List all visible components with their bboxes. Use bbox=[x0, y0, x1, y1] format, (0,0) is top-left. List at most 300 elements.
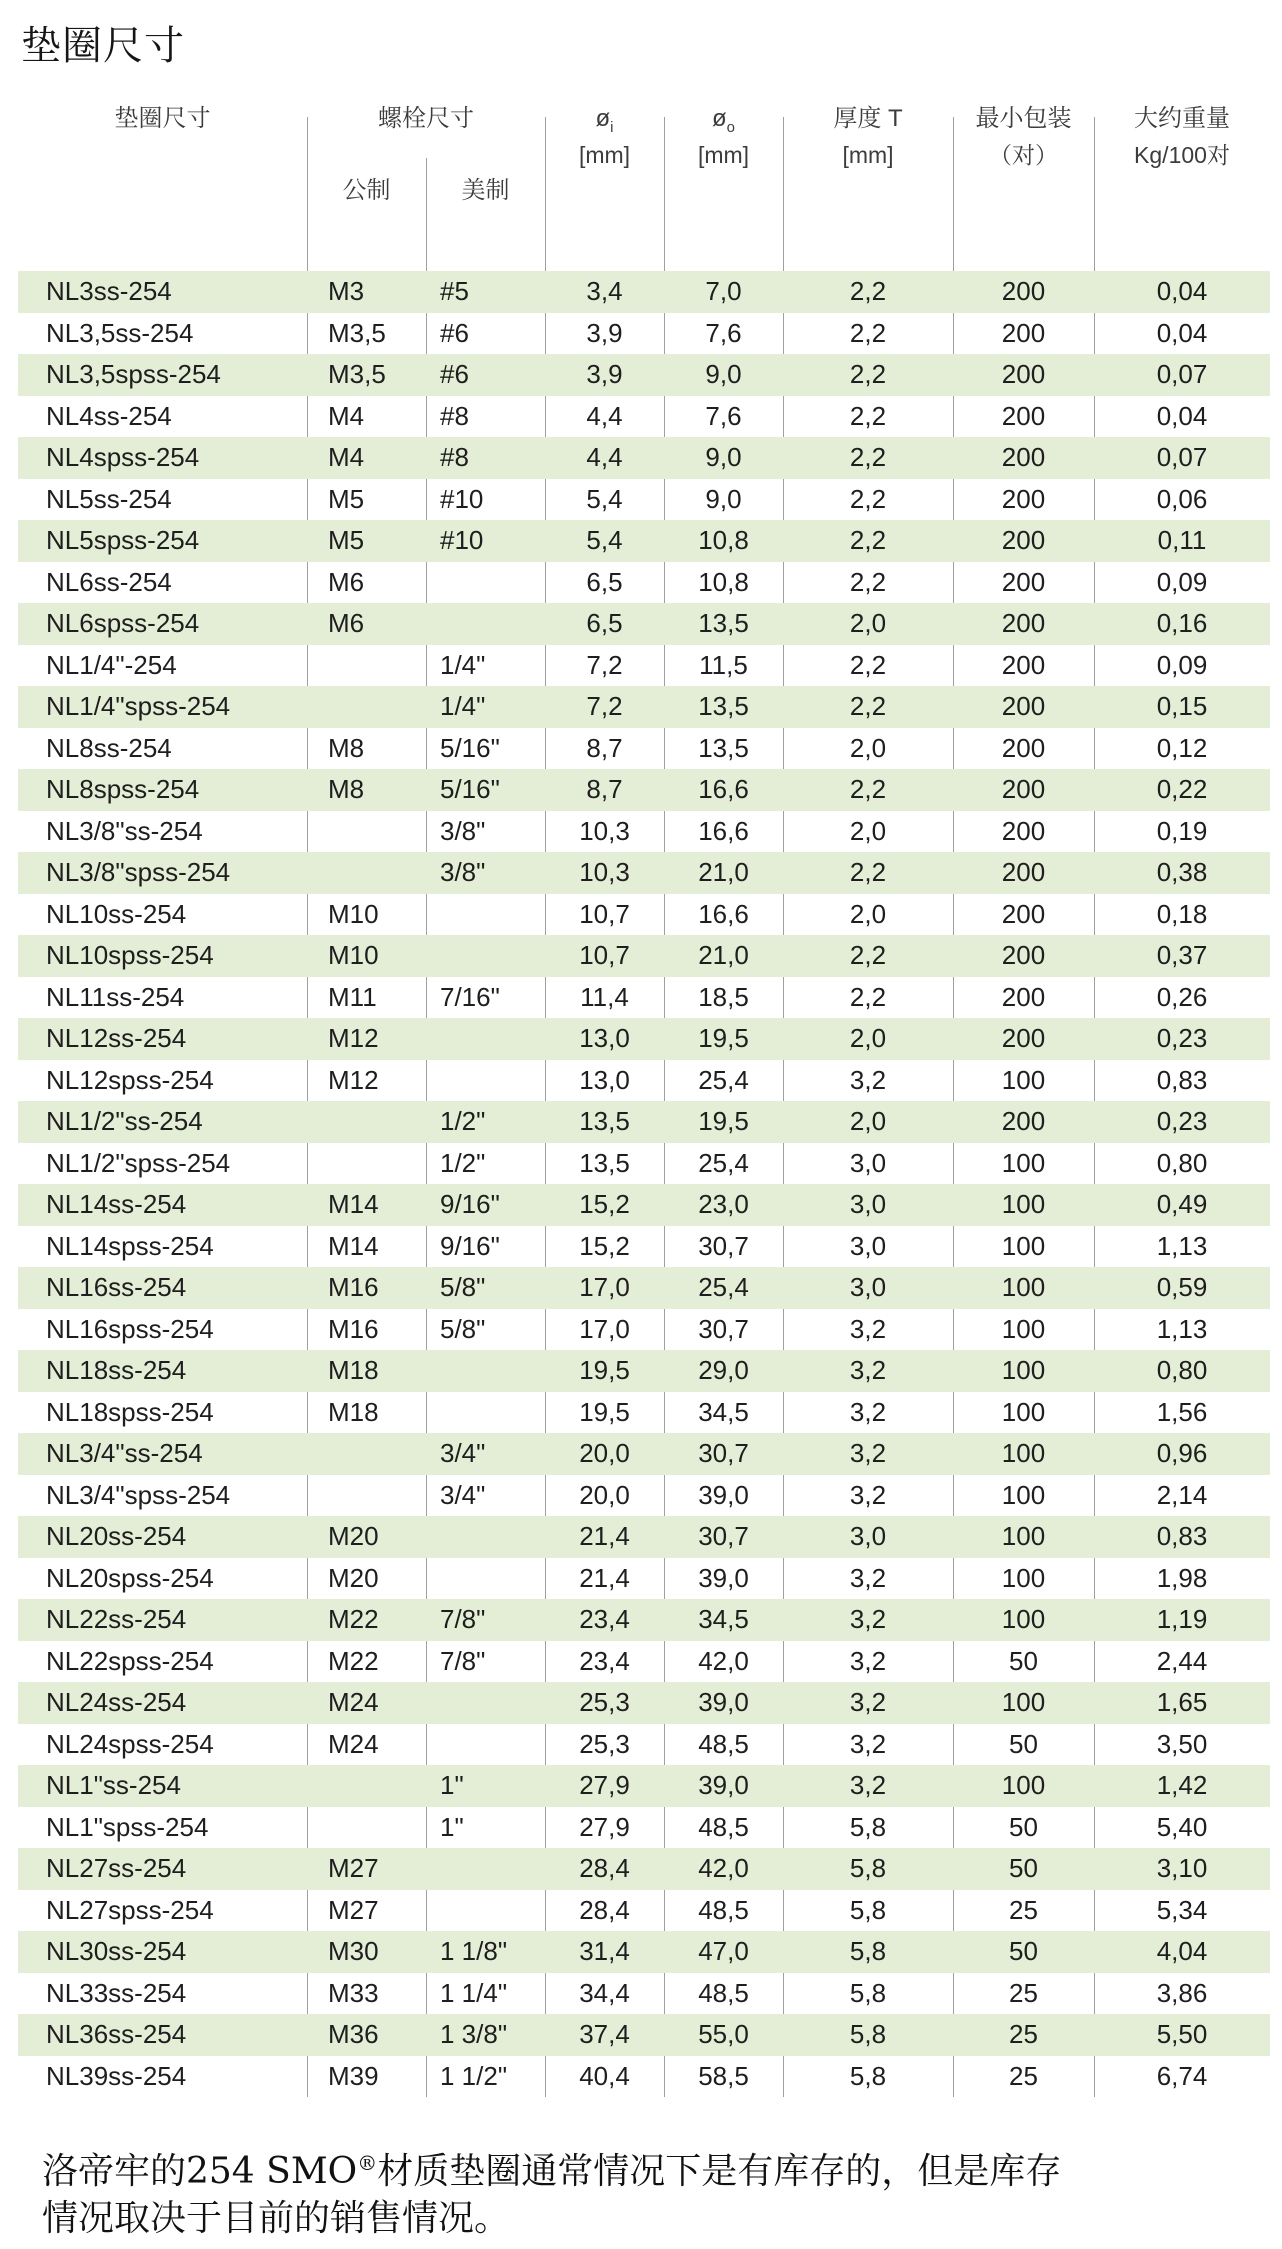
cell-thickness: 2,2 bbox=[849, 525, 887, 556]
cell-bolt-metric: M39 bbox=[328, 2060, 379, 2091]
cell-washer-name: NL10spss-254 bbox=[46, 940, 214, 971]
cell-min-package: 50 bbox=[1009, 1728, 1038, 1759]
cell-bolt-us: #10 bbox=[440, 525, 484, 556]
cell-min-package: 50 bbox=[1009, 1811, 1038, 1842]
cell-washer-name: NL12spss-254 bbox=[46, 1064, 214, 1095]
cell-weight: 2,44 bbox=[1156, 1645, 1208, 1676]
cell-bolt-metric: M3,5 bbox=[328, 359, 386, 390]
cell-washer-name: NL1/4"-254 bbox=[46, 649, 177, 680]
weight-unit: Kg/100对 bbox=[1134, 142, 1230, 168]
cell-bolt-us: 5/16" bbox=[440, 774, 500, 805]
table-row bbox=[18, 1848, 1270, 1890]
cell-bolt-metric: M8 bbox=[328, 732, 365, 763]
cell-bolt-us: 1 1/8" bbox=[440, 1936, 508, 1967]
cell-washer-name: NL6spss-254 bbox=[46, 608, 200, 639]
cell-outer-diameter: 25,4 bbox=[698, 1147, 749, 1178]
table-row bbox=[18, 1392, 1270, 1434]
cell-inner-diameter: 23,4 bbox=[579, 1645, 630, 1676]
cell-bolt-us: #6 bbox=[440, 317, 469, 348]
cell-inner-diameter: 3,4 bbox=[586, 276, 623, 307]
cell-weight: 0,83 bbox=[1156, 1521, 1208, 1552]
cell-bolt-metric: M11 bbox=[328, 981, 377, 1012]
cell-bolt-us: 1 1/2" bbox=[440, 2060, 508, 2091]
cell-weight: 1,13 bbox=[1156, 1313, 1208, 1344]
table-row bbox=[18, 1641, 1270, 1683]
cell-washer-name: NL22spss-254 bbox=[46, 1645, 214, 1676]
cell-outer-diameter: 7,6 bbox=[705, 400, 742, 431]
cell-inner-diameter: 21,4 bbox=[579, 1521, 630, 1552]
cell-min-package: 200 bbox=[1001, 898, 1046, 929]
cell-inner-diameter: 5,4 bbox=[586, 525, 623, 556]
cell-washer-name: NL3,5ss-254 bbox=[46, 317, 194, 348]
cell-inner-diameter: 4,4 bbox=[586, 442, 623, 473]
cell-weight: 0,23 bbox=[1156, 1106, 1208, 1137]
cell-inner-diameter: 10,7 bbox=[579, 940, 630, 971]
cell-weight: 1,65 bbox=[1156, 1687, 1208, 1718]
cell-min-package: 50 bbox=[1009, 1936, 1038, 1967]
cell-min-package: 200 bbox=[1001, 317, 1046, 348]
cell-bolt-metric: M10 bbox=[328, 898, 379, 929]
cell-inner-diameter: 11,4 bbox=[580, 981, 629, 1012]
cell-weight: 1,42 bbox=[1156, 1770, 1208, 1801]
cell-bolt-metric: M4 bbox=[328, 442, 365, 473]
cell-inner-diameter: 31,4 bbox=[579, 1936, 630, 1967]
cell-weight: 0,04 bbox=[1156, 400, 1208, 431]
cell-outer-diameter: 48,5 bbox=[698, 1728, 749, 1759]
cell-washer-name: NL36ss-254 bbox=[46, 2019, 187, 2050]
cell-min-package: 100 bbox=[1001, 1521, 1046, 1552]
cell-bolt-metric: M8 bbox=[328, 774, 365, 805]
column-header-metric bbox=[307, 177, 426, 205]
cell-thickness: 2,0 bbox=[849, 608, 887, 639]
cell-min-package: 200 bbox=[1001, 442, 1046, 473]
cell-inner-diameter: 19,5 bbox=[579, 1355, 630, 1386]
cell-inner-diameter: 13,0 bbox=[579, 1023, 630, 1054]
cell-bolt-us: 5/8" bbox=[440, 1313, 486, 1344]
cell-inner-diameter: 17,0 bbox=[579, 1272, 630, 1303]
cell-bolt-us: 1" bbox=[440, 1811, 464, 1842]
cell-bolt-metric: M12 bbox=[328, 1064, 379, 1095]
cell-weight: 1,19 bbox=[1156, 1604, 1208, 1635]
cell-bolt-us: 9/16" bbox=[440, 1230, 500, 1261]
column-header-bolt-size bbox=[307, 100, 545, 137]
cell-min-package: 100 bbox=[1001, 1479, 1046, 1510]
table-row bbox=[18, 1350, 1270, 1392]
washer-size-header-label: 垫圈尺寸 bbox=[114, 105, 211, 132]
table-row bbox=[18, 1516, 1270, 1558]
washer-table bbox=[18, 271, 1270, 2097]
cell-weight: 0,49 bbox=[1156, 1189, 1208, 1220]
cell-washer-name: NL10ss-254 bbox=[46, 898, 187, 929]
cell-min-package: 200 bbox=[1001, 691, 1046, 722]
cell-weight: 0,19 bbox=[1156, 815, 1208, 846]
cell-outer-diameter: 18,5 bbox=[698, 981, 749, 1012]
cell-thickness: 3,2 bbox=[849, 1687, 887, 1718]
table-row bbox=[18, 1101, 1270, 1143]
cell-thickness: 3,2 bbox=[849, 1438, 887, 1469]
cell-min-package: 200 bbox=[1001, 857, 1046, 888]
cell-outer-diameter: 39,0 bbox=[698, 1770, 749, 1801]
table-row bbox=[18, 520, 1270, 562]
cell-thickness: 3,2 bbox=[849, 1313, 887, 1344]
cell-bolt-metric: M24 bbox=[328, 1728, 379, 1759]
table-row bbox=[18, 437, 1270, 479]
cell-thickness: 2,2 bbox=[849, 649, 887, 680]
cell-inner-diameter: 10,7 bbox=[579, 898, 630, 929]
cell-thickness: 3,2 bbox=[849, 1064, 887, 1095]
cell-min-package: 25 bbox=[1009, 2060, 1038, 2091]
cell-outer-diameter: 48,5 bbox=[698, 1977, 749, 2008]
table-row bbox=[18, 686, 1270, 728]
cell-thickness: 2,2 bbox=[849, 981, 887, 1012]
cell-washer-name: NL12ss-254 bbox=[46, 1023, 187, 1054]
cell-outer-diameter: 25,4 bbox=[698, 1272, 749, 1303]
cell-weight: 0,37 bbox=[1156, 940, 1208, 971]
cell-bolt-metric: M22 bbox=[328, 1645, 379, 1676]
cell-bolt-us: 1/4" bbox=[440, 649, 486, 680]
cell-thickness: 2,2 bbox=[849, 276, 887, 307]
cell-bolt-us: 9/16" bbox=[440, 1189, 500, 1220]
stock-note-line2: 情况取决于目前的销售情况。 bbox=[42, 2198, 511, 2239]
cell-outer-diameter: 13,5 bbox=[698, 608, 749, 639]
cell-washer-name: NL27ss-254 bbox=[46, 1853, 187, 1884]
weight-header-label: 大约重量 bbox=[1134, 105, 1230, 132]
cell-bolt-us: 7/8" bbox=[440, 1604, 486, 1635]
cell-washer-name: NL27spss-254 bbox=[46, 1894, 214, 1925]
cell-thickness: 2,2 bbox=[849, 483, 887, 514]
cell-inner-diameter: 23,4 bbox=[579, 1604, 630, 1635]
cell-weight: 6,74 bbox=[1156, 2060, 1208, 2091]
cell-weight: 3,50 bbox=[1156, 1728, 1208, 1759]
cell-thickness: 2,2 bbox=[849, 359, 887, 390]
registered-trademark-symbol: ® bbox=[357, 2151, 378, 2175]
cell-bolt-us: #6 bbox=[440, 359, 469, 390]
cell-min-package: 50 bbox=[1009, 1645, 1038, 1676]
cell-inner-diameter: 28,4 bbox=[579, 1853, 630, 1884]
cell-outer-diameter: 25,4 bbox=[698, 1064, 749, 1095]
cell-bolt-us: 3/8" bbox=[440, 857, 486, 888]
cell-bolt-us: #5 bbox=[440, 276, 469, 307]
cell-thickness: 5,8 bbox=[849, 1936, 887, 1967]
cell-washer-name: NL3/8"ss-254 bbox=[46, 815, 203, 846]
cell-outer-diameter: 19,5 bbox=[698, 1023, 749, 1054]
cell-outer-diameter: 39,0 bbox=[698, 1479, 749, 1510]
cell-thickness: 3,0 bbox=[849, 1521, 887, 1552]
cell-min-package: 100 bbox=[1001, 1355, 1046, 1386]
cell-washer-name: NL24ss-254 bbox=[46, 1687, 187, 1718]
table-row bbox=[18, 935, 1270, 977]
cell-outer-diameter: 7,6 bbox=[705, 317, 742, 348]
table-row bbox=[18, 1267, 1270, 1309]
cell-bolt-metric: M24 bbox=[328, 1687, 379, 1718]
cell-min-package: 200 bbox=[1001, 525, 1046, 556]
cell-thickness: 3,0 bbox=[849, 1189, 887, 1220]
cell-washer-name: NL11ss-254 bbox=[46, 981, 185, 1012]
table-row bbox=[18, 1682, 1270, 1724]
table-row bbox=[18, 811, 1270, 853]
table-row bbox=[18, 562, 1270, 604]
stock-note bbox=[42, 2140, 1061, 2242]
cell-thickness: 2,2 bbox=[849, 857, 887, 888]
cell-outer-diameter: 58,5 bbox=[698, 2060, 749, 2091]
cell-inner-diameter: 7,2 bbox=[586, 691, 623, 722]
cell-inner-diameter: 28,4 bbox=[579, 1894, 630, 1925]
cell-weight: 1,98 bbox=[1156, 1562, 1208, 1593]
cell-min-package: 200 bbox=[1001, 815, 1046, 846]
cell-min-package: 50 bbox=[1009, 1853, 1038, 1884]
cell-inner-diameter: 27,9 bbox=[579, 1811, 630, 1842]
outer-diameter-symbol: $ø_o$ bbox=[711, 105, 735, 136]
cell-thickness: 2,0 bbox=[849, 732, 887, 763]
cell-bolt-us: 3/8" bbox=[440, 815, 486, 846]
cell-weight: 2,14 bbox=[1156, 1479, 1208, 1510]
cell-min-package: 100 bbox=[1001, 1272, 1046, 1303]
cell-min-package: 100 bbox=[1001, 1562, 1046, 1593]
cell-thickness: 3,0 bbox=[849, 1272, 887, 1303]
cell-outer-diameter: 48,5 bbox=[698, 1894, 749, 1925]
cell-weight: 0,80 bbox=[1156, 1147, 1208, 1178]
column-header-us bbox=[426, 177, 545, 205]
cell-outer-diameter: 34,5 bbox=[698, 1396, 749, 1427]
table-row bbox=[18, 1931, 1270, 1973]
cell-bolt-metric: M5 bbox=[328, 525, 365, 556]
cell-washer-name: NL18spss-254 bbox=[46, 1396, 214, 1427]
cell-min-package: 100 bbox=[1001, 1604, 1046, 1635]
cell-bolt-metric: M14 bbox=[328, 1230, 379, 1261]
cell-bolt-metric: M3,5 bbox=[328, 317, 386, 348]
cell-bolt-metric: M22 bbox=[328, 1604, 379, 1635]
cell-min-package: 100 bbox=[1001, 1687, 1046, 1718]
cell-weight: 0,15 bbox=[1156, 691, 1208, 722]
cell-outer-diameter: 9,0 bbox=[705, 442, 742, 473]
cell-inner-diameter: 27,9 bbox=[579, 1770, 630, 1801]
table-row bbox=[18, 1309, 1270, 1351]
cell-bolt-us: 1/2" bbox=[440, 1106, 486, 1137]
cell-washer-name: NL24spss-254 bbox=[46, 1728, 214, 1759]
cell-outer-diameter: 19,5 bbox=[698, 1106, 749, 1137]
table-row bbox=[18, 1433, 1270, 1475]
table-row bbox=[18, 271, 1270, 313]
cell-outer-diameter: 55,0 bbox=[698, 2019, 749, 2050]
cell-weight: 4,04 bbox=[1156, 1936, 1208, 1967]
cell-weight: 0,26 bbox=[1156, 981, 1208, 1012]
cell-bolt-metric: M18 bbox=[328, 1355, 379, 1386]
cell-weight: 0,18 bbox=[1156, 898, 1208, 929]
table-row bbox=[18, 1143, 1270, 1185]
cell-thickness: 3,2 bbox=[849, 1396, 887, 1427]
cell-thickness: 5,8 bbox=[849, 1853, 887, 1884]
cell-min-package: 100 bbox=[1001, 1230, 1046, 1261]
cell-weight: 0,16 bbox=[1156, 608, 1208, 639]
cell-washer-name: NL39ss-254 bbox=[46, 2060, 187, 2091]
cell-thickness: 2,2 bbox=[849, 774, 887, 805]
cell-min-package: 200 bbox=[1001, 981, 1046, 1012]
table-row bbox=[18, 894, 1270, 936]
cell-min-package: 200 bbox=[1001, 276, 1046, 307]
cell-outer-diameter: 30,7 bbox=[698, 1313, 749, 1344]
cell-weight: 3,86 bbox=[1156, 1977, 1208, 2008]
cell-thickness: 3,2 bbox=[849, 1645, 887, 1676]
cell-washer-name: NL8spss-254 bbox=[46, 774, 200, 805]
cell-outer-diameter: 10,8 bbox=[698, 525, 749, 556]
cell-bolt-us: 3/4" bbox=[440, 1479, 486, 1510]
cell-bolt-us: 1 3/8" bbox=[440, 2019, 508, 2050]
column-header-outer-diameter bbox=[664, 100, 783, 174]
cell-min-package: 100 bbox=[1001, 1770, 1046, 1801]
cell-min-package: 25 bbox=[1009, 1977, 1038, 2008]
cell-thickness: 2,2 bbox=[849, 566, 887, 597]
cell-outer-diameter: 9,0 bbox=[705, 483, 742, 514]
table-row bbox=[18, 603, 1270, 645]
cell-washer-name: NL33ss-254 bbox=[46, 1977, 187, 2008]
cell-min-package: 200 bbox=[1001, 483, 1046, 514]
cell-outer-diameter: 39,0 bbox=[698, 1687, 749, 1718]
cell-bolt-metric: M3 bbox=[328, 276, 365, 307]
cell-outer-diameter: 23,0 bbox=[698, 1189, 749, 1220]
cell-inner-diameter: 7,2 bbox=[586, 649, 623, 680]
cell-inner-diameter: 10,3 bbox=[579, 815, 630, 846]
cell-washer-name: NL1/2"spss-254 bbox=[46, 1147, 231, 1178]
cell-thickness: 2,2 bbox=[849, 442, 887, 473]
cell-outer-diameter: 13,5 bbox=[698, 732, 749, 763]
cell-thickness: 5,8 bbox=[849, 1811, 887, 1842]
cell-thickness: 2,2 bbox=[849, 317, 887, 348]
column-header-weight bbox=[1094, 100, 1270, 174]
cell-washer-name: NL14spss-254 bbox=[46, 1230, 214, 1261]
cell-bolt-metric: M36 bbox=[328, 2019, 379, 2050]
cell-bolt-metric: M20 bbox=[328, 1521, 379, 1552]
cell-bolt-metric: M20 bbox=[328, 1562, 379, 1593]
cell-washer-name: NL1"ss-254 bbox=[46, 1770, 181, 1801]
cell-min-package: 100 bbox=[1001, 1438, 1046, 1469]
cell-bolt-metric: M30 bbox=[328, 1936, 379, 1967]
cell-weight: 0,04 bbox=[1156, 317, 1208, 348]
cell-min-package: 200 bbox=[1001, 732, 1046, 763]
metric-header-label: 公制 bbox=[342, 177, 391, 204]
cell-inner-diameter: 6,5 bbox=[586, 608, 623, 639]
table-row bbox=[18, 313, 1270, 355]
cell-inner-diameter: 3,9 bbox=[586, 359, 623, 390]
cell-thickness: 5,8 bbox=[849, 2019, 887, 2050]
cell-min-package: 200 bbox=[1001, 774, 1046, 805]
cell-washer-name: NL1/4"spss-254 bbox=[46, 691, 231, 722]
cell-min-package: 200 bbox=[1001, 359, 1046, 390]
cell-weight: 0,12 bbox=[1156, 732, 1208, 763]
cell-min-package: 25 bbox=[1009, 1894, 1038, 1925]
cell-weight: 0,11 bbox=[1157, 525, 1207, 556]
cell-outer-diameter: 34,5 bbox=[698, 1604, 749, 1635]
column-header-washer-size bbox=[18, 100, 307, 137]
cell-weight: 0,06 bbox=[1156, 483, 1208, 514]
cell-bolt-us: 1 1/4" bbox=[440, 1977, 508, 2008]
inner-diameter-unit: [mm] bbox=[578, 142, 631, 168]
cell-weight: 0,22 bbox=[1156, 774, 1208, 805]
cell-inner-diameter: 20,0 bbox=[579, 1479, 630, 1510]
cell-bolt-us: 1/4" bbox=[440, 691, 486, 722]
cell-weight: 5,50 bbox=[1156, 2019, 1208, 2050]
cell-inner-diameter: 37,4 bbox=[579, 2019, 630, 2050]
cell-thickness: 3,0 bbox=[849, 1147, 887, 1178]
cell-inner-diameter: 8,7 bbox=[586, 732, 623, 763]
cell-washer-name: NL20ss-254 bbox=[46, 1521, 187, 1552]
cell-outer-diameter: 47,0 bbox=[698, 1936, 749, 1967]
cell-inner-diameter: 10,3 bbox=[579, 857, 630, 888]
page-title: 垫圈尺寸 bbox=[21, 23, 185, 69]
cell-inner-diameter: 17,0 bbox=[579, 1313, 630, 1344]
table-row bbox=[18, 728, 1270, 770]
cell-inner-diameter: 3,9 bbox=[586, 317, 623, 348]
table-row bbox=[18, 1599, 1270, 1641]
cell-weight: 0,80 bbox=[1156, 1355, 1208, 1386]
table-row bbox=[18, 1184, 1270, 1226]
table-row bbox=[18, 1973, 1270, 2015]
cell-min-package: 200 bbox=[1001, 940, 1046, 971]
table-row bbox=[18, 1018, 1270, 1060]
cell-washer-name: NL8ss-254 bbox=[46, 732, 172, 763]
cell-min-package: 200 bbox=[1001, 1023, 1046, 1054]
cell-washer-name: NL3,5spss-254 bbox=[46, 359, 221, 390]
table-row bbox=[18, 1724, 1270, 1766]
cell-bolt-metric: M14 bbox=[328, 1189, 379, 1220]
cell-min-package: 200 bbox=[1001, 1106, 1046, 1137]
cell-thickness: 3,2 bbox=[849, 1604, 887, 1635]
cell-washer-name: NL16spss-254 bbox=[46, 1313, 214, 1344]
cell-bolt-metric: M16 bbox=[328, 1272, 379, 1303]
cell-outer-diameter: 30,7 bbox=[698, 1230, 749, 1261]
cell-inner-diameter: 15,2 bbox=[579, 1189, 630, 1220]
cell-thickness: 3,2 bbox=[849, 1770, 887, 1801]
table-row bbox=[18, 1558, 1270, 1600]
cell-washer-name: NL4spss-254 bbox=[46, 442, 200, 473]
cell-outer-diameter: 16,6 bbox=[698, 774, 749, 805]
cell-bolt-us: 1" bbox=[440, 1770, 464, 1801]
table-row bbox=[18, 1475, 1270, 1517]
cell-washer-name: NL1/2"ss-254 bbox=[46, 1106, 203, 1137]
table-row bbox=[18, 1890, 1270, 1932]
cell-min-package: 200 bbox=[1001, 566, 1046, 597]
table-row bbox=[18, 645, 1270, 687]
cell-inner-diameter: 19,5 bbox=[579, 1396, 630, 1427]
cell-thickness: 3,2 bbox=[849, 1355, 887, 1386]
cell-bolt-us: 5/8" bbox=[440, 1272, 486, 1303]
table-row bbox=[18, 769, 1270, 811]
cell-outer-diameter: 11,5 bbox=[699, 649, 748, 680]
cell-bolt-metric: M6 bbox=[328, 608, 365, 639]
cell-outer-diameter: 13,5 bbox=[698, 691, 749, 722]
cell-thickness: 5,8 bbox=[849, 1977, 887, 2008]
table-row bbox=[18, 977, 1270, 1019]
cell-washer-name: NL14ss-254 bbox=[46, 1189, 187, 1220]
cell-min-package: 100 bbox=[1001, 1189, 1046, 1220]
table-row bbox=[18, 1060, 1270, 1102]
cell-inner-diameter: 25,3 bbox=[579, 1687, 630, 1718]
cell-washer-name: NL4ss-254 bbox=[46, 400, 172, 431]
cell-bolt-metric: M27 bbox=[328, 1853, 379, 1884]
column-header-inner-diameter bbox=[545, 100, 664, 174]
cell-weight: 0,09 bbox=[1156, 649, 1208, 680]
cell-min-package: 100 bbox=[1001, 1064, 1046, 1095]
cell-washer-name: NL1"spss-254 bbox=[46, 1811, 209, 1842]
cell-inner-diameter: 40,4 bbox=[579, 2060, 630, 2091]
stock-note-line1: 洛帝牢的254 SMO®材质垫圈通常情况下是有库存的，但是库存 bbox=[42, 2151, 1062, 2192]
cell-inner-diameter: 34,4 bbox=[579, 1977, 630, 2008]
cell-min-package: 100 bbox=[1001, 1313, 1046, 1344]
cell-weight: 0,83 bbox=[1156, 1064, 1208, 1095]
cell-thickness: 5,8 bbox=[849, 1894, 887, 1925]
cell-outer-diameter: 42,0 bbox=[698, 1853, 749, 1884]
cell-bolt-us: 5/16" bbox=[440, 732, 500, 763]
cell-thickness: 2,0 bbox=[849, 1023, 887, 1054]
